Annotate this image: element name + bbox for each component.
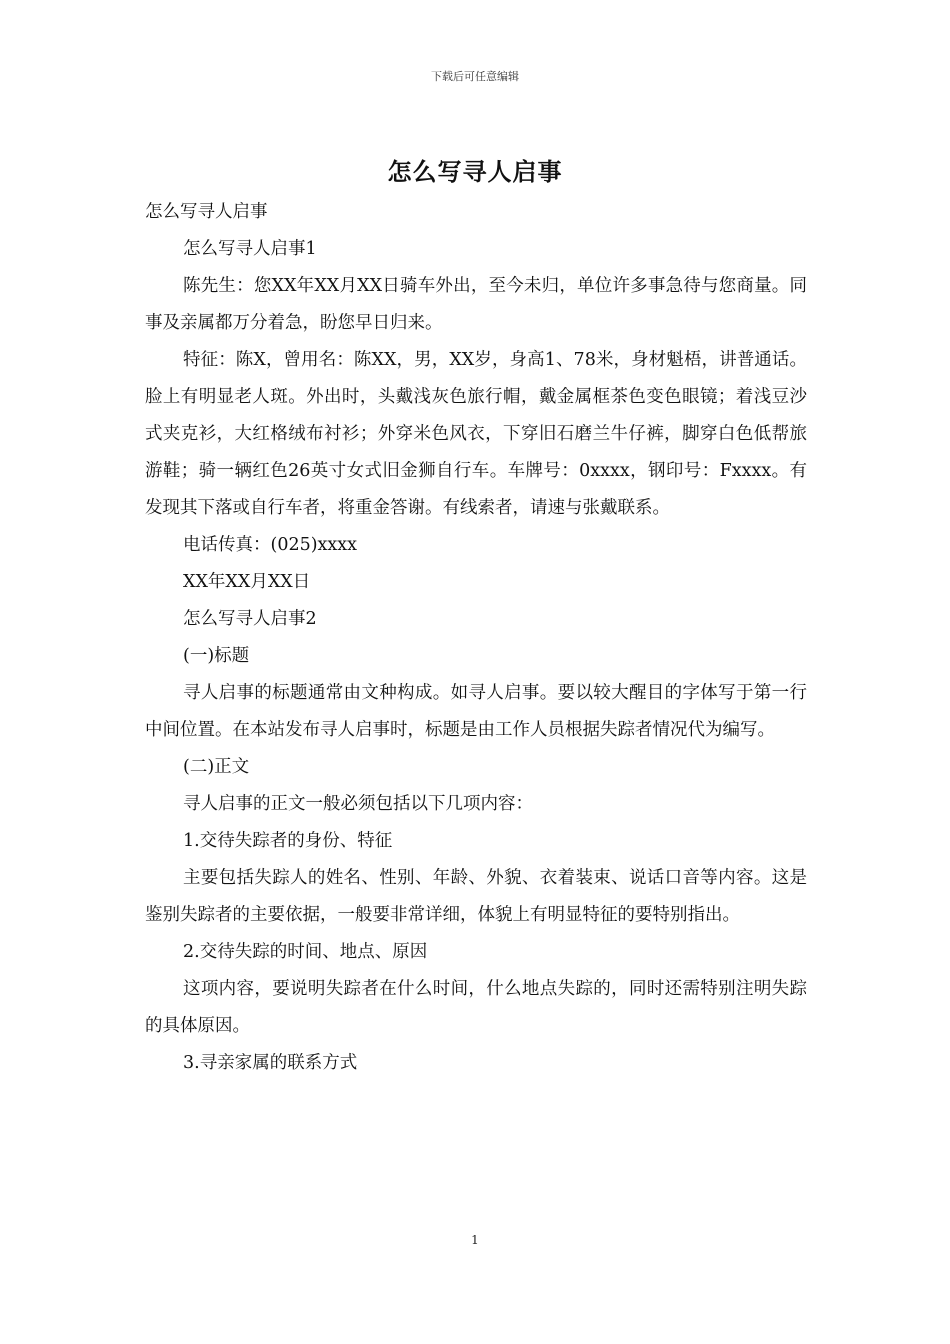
page-number: 1 (471, 1233, 479, 1247)
paragraph-item-2-body: 这项内容，要说明失踪者在什么时间，什么地点失踪的，同时还需特别注明失踪的具体原因。 (145, 979, 807, 1036)
paragraph-title-heading: (一)标题 (183, 646, 250, 666)
page-header-note: 下载后可任意编辑 (431, 70, 519, 83)
paragraph-body-heading: (二)正文 (183, 757, 250, 777)
paragraph-item-3-heading: 3.寻亲家属的联系方式 (183, 1053, 358, 1073)
paragraph-greeting: 陈先生：您XX年XX月XX日骑车外出，至今未归，单位许多事急待与您商量。同事及亲属都万分着急，盼您早日归来。 (145, 276, 807, 333)
paragraph-subtitle: 怎么写寻人启事 (145, 202, 268, 222)
paragraph-item-1-body: 主要包括失踪人的姓名、性别、年龄、外貌、衣着装束、说话口音等内容。这是鉴别失踪者的主要依据，一般要非常详细，体貌上有明显特征的要特别指出。 (145, 868, 807, 925)
paragraph-item-1-heading: 1.交待失踪者的身份、特征 (183, 831, 393, 851)
paragraph-item-2-heading: 2.交待失踪的时间、地点、原因 (183, 942, 428, 962)
paragraph-section-2-heading: 怎么写寻人启事2 (183, 609, 317, 629)
paragraph-section-1-heading: 怎么写寻人启事1 (183, 239, 317, 259)
paragraph-body-intro: 寻人启事的正文一般必须包括以下几项内容： (183, 794, 533, 814)
paragraph-date: XX年XX月XX日 (183, 572, 311, 592)
paragraph-title-description: 寻人启事的标题通常由文种构成。如寻人启事。要以较大醒目的字体写于第一行中间位置。在本站发布寻人启事时，标题是由工作人员根据失踪者情况代为编写。 (145, 683, 807, 740)
paragraph-features: 特征：陈X，曾用名：陈XX，男，XX岁，身高1、78米，身材魁梧，讲普通话。脸上有明显老人斑。外出时，头戴浅灰色旅行帽，戴金属框茶色变色眼镜；着浅豆沙式夹克衫，大红格绒布衬衫；外穿米色风衣，下穿旧石磨兰牛仔裤，脚穿白色低帮旅游鞋；骑一辆红色26英寸女式旧金狮自行车。车牌号：0xxxx，钢印号：Fxxxx。有发现其下落或自行车者，将重金答谢。有线索者，请速与张戴联系。 (145, 350, 807, 518)
document-title: 怎么写寻人启事 (387, 157, 563, 186)
document-body (145, 194, 807, 1082)
paragraph-phone-fax: 电话传真：(025)xxxx (183, 535, 358, 555)
